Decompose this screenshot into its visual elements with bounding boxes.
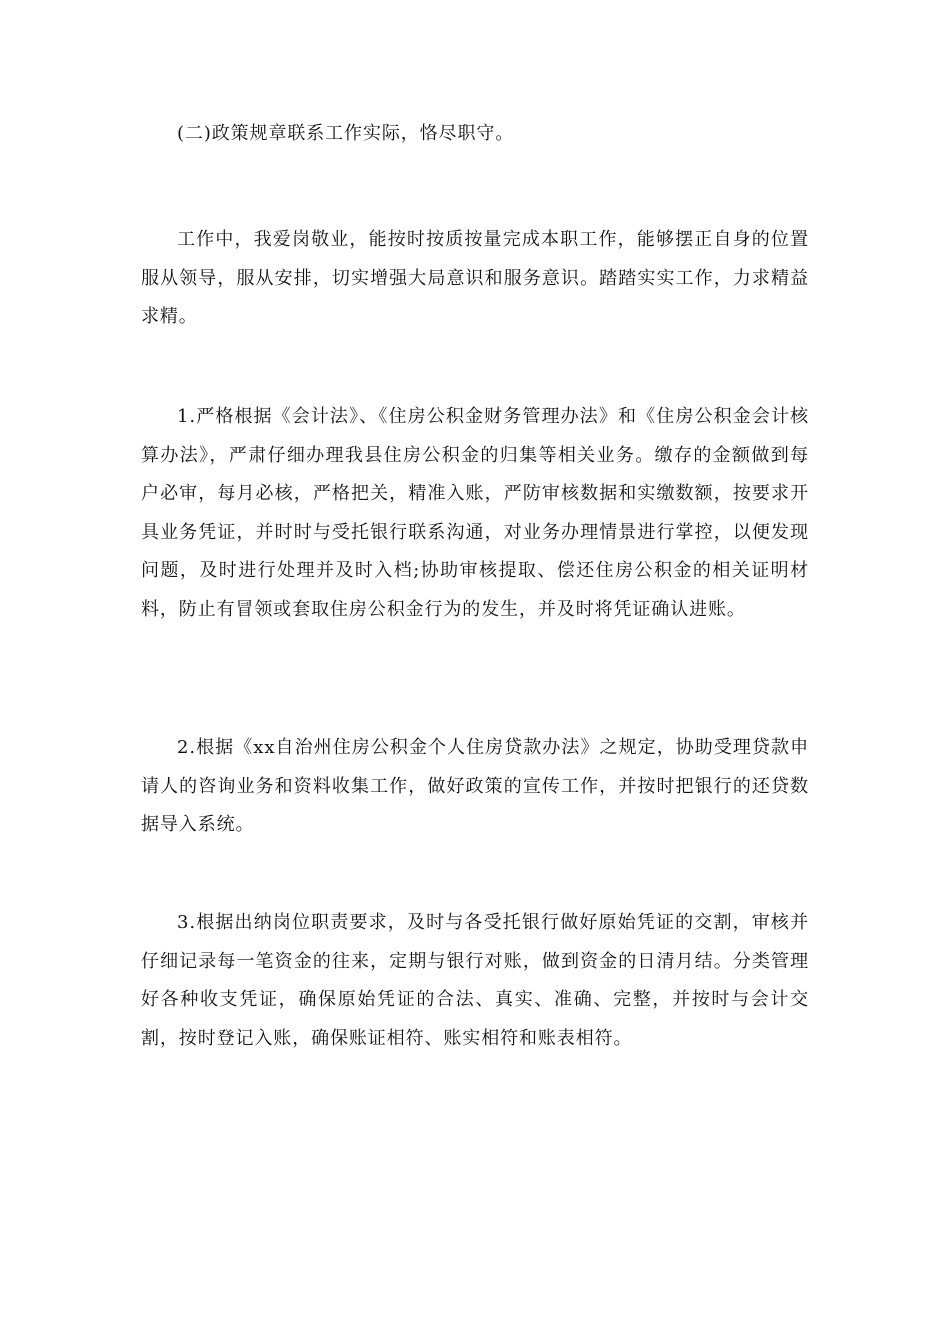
section-heading: (二)政策规章联系工作实际，恪尽职守。 [177, 123, 515, 144]
list-item-1: 1.严格根据《会计法》、《住房公积金财务管理办法》和《住房公积金会计核算办法》，严肃仔细办理我县住房公积金的归集等相关业务。缴存的金额做到每户必审，每月必核，严格把关，精准入账，严防审核数据和实缴数额，按要求开具业务凭证，并时时与受托银行联系沟通，对业务办理情景进行掌控，以便发现问题，及时进行处理并及时入档;协助审核提取、偿还住房公积金的相关证明材料，防止有冒领或套取住房公积金行为的发生，并及时将凭证确认进账。 [141, 406, 809, 620]
list-item-2: 2.根据《xx自治州住房公积金个人住房贷款办法》之规定，协助受理贷款申请人的咨询业务和资料收集工作，做好政策的宣传工作，并按时把银行的还贷数据导入系统。 [141, 737, 809, 835]
list-item-3: 3.根据出纳岗位职责要求，及时与各受托银行做好原始凭证的交割，审核并仔细记录每一笔资金的往来，定期与银行对账，做到资金的日清月结。分类管理好各种收支凭证，确保原始凭证的合法、真实、准确、完整，并按时与会计交割，按时登记入账，确保账证相符、账实相符和账表相符。 [141, 912, 809, 1049]
body-paragraph-work-attitude: 工作中，我爱岗敬业，能按时按质按量完成本职工作，能够摆正自身的位置服从领导，服从安排，切实增强大局意识和服务意识。踏踏实实工作，力求精益求精。 [141, 229, 809, 327]
